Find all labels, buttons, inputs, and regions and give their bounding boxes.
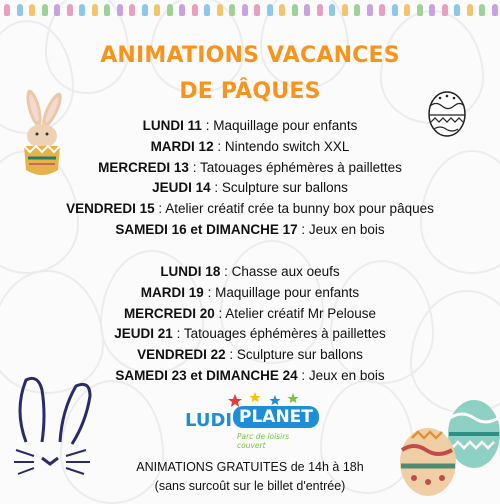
garland-ear-icon	[254, 4, 260, 16]
garland-ear-icon	[217, 4, 223, 16]
schedule-activity: Tatouages éphémères à paillettes	[199, 159, 402, 175]
garland-ear-icon	[204, 4, 210, 16]
schedule-activity: Chasse aux oeufs	[231, 264, 340, 279]
garland-ear-icon	[292, 4, 298, 16]
schedule-day: JEUDI 14	[152, 180, 211, 196]
schedule-row: JEUDI 14 : Sculpture sur ballons	[152, 180, 348, 196]
schedule-row: MARDI 12 : Nintendo switch XXL	[150, 138, 350, 154]
garland-ear-icon	[242, 4, 248, 16]
schedule-activity: Sculpture sur ballons	[236, 347, 363, 363]
schedule-row: VENDREDI 22 : Sculpture sur ballons	[137, 347, 363, 363]
schedule-row: JEUDI 21 : Tatouages éphémères à paillettes	[114, 326, 386, 342]
schedule-row: SAMEDI 16 et DIMANCHE 17 : Jeux en bois	[115, 221, 385, 237]
garland-ear-icon	[279, 4, 285, 16]
garland-ear-icon	[317, 4, 323, 16]
schedule-row: LUNDI 18 : Chasse aux oeufs	[160, 264, 340, 279]
garland-ear-icon	[467, 4, 473, 16]
garland-ear-icon	[17, 4, 23, 16]
schedule-activity: Atelier créatif Mr Pelouse	[225, 305, 377, 321]
schedule-activity: Sculpture sur ballons	[221, 180, 348, 196]
schedule-activity: Jeux en bois	[308, 367, 385, 383]
garland-ear-icon	[92, 4, 98, 16]
schedule-day: LUNDI 11	[142, 118, 202, 133]
garland-ear-icon	[29, 4, 35, 16]
schedule-day: MERCREDI 20	[123, 305, 215, 321]
schedule-day: VENDREDI 15	[66, 201, 155, 217]
title-line-1: ANIMATIONS VACANCES	[100, 43, 400, 68]
schedule-row: MARDI 19 : Maquillage pour enfants	[140, 284, 360, 300]
schedule-day: LUNDI 18	[160, 264, 221, 279]
garland-ear-icon	[104, 4, 110, 16]
schedule-row: SAMEDI 23 et DIMANCHE 24 : Jeux en bois	[115, 367, 385, 383]
garland-ear-icon	[117, 4, 123, 16]
schedule-row: LUNDI 11 : Maquillage pour enfants	[142, 118, 358, 133]
garland-ear-icon	[354, 4, 360, 16]
garland-ear-icon	[142, 4, 148, 16]
schedule-day: JEUDI 21	[114, 326, 173, 342]
schedule-day: MARDI 19	[140, 284, 204, 300]
page-title	[0, 38, 500, 110]
logo-ludi: LUDI	[185, 410, 233, 431]
garland-ear-icon	[417, 4, 423, 16]
garland-ear-icon	[79, 4, 85, 16]
schedule-activity: Tatouages éphémères à paillettes	[183, 326, 386, 342]
garland-ear-icon	[304, 4, 310, 16]
bunny-garland-icon	[0, 0, 500, 16]
garland-ear-icon	[192, 4, 198, 16]
schedule-activity: Nintendo switch XXL	[224, 138, 350, 154]
schedule-activity: Atelier créatif crée ta bunny box pour pâques	[165, 201, 434, 217]
schedule-activity: Maquillage pour enfants	[213, 118, 358, 133]
garland-ear-icon	[429, 4, 435, 16]
garland-ear-icon	[404, 4, 410, 16]
schedule-day: SAMEDI 16 et DIMANCHE 17	[115, 221, 298, 237]
schedule-day: VENDREDI 22	[137, 347, 226, 363]
garland-ear-icon	[367, 4, 373, 16]
garland-ear-icon	[379, 4, 385, 16]
garland-ear-icon	[54, 4, 60, 16]
schedule-row: MERCREDI 20 : Atelier créatif Mr Pelouse	[123, 305, 377, 321]
garland-ear-icon	[392, 4, 398, 16]
garland-ear-icon	[67, 4, 73, 16]
garland-ear-icon	[479, 4, 485, 16]
schedule-week-1	[0, 116, 500, 241]
footer	[0, 458, 500, 496]
schedule-activity: Jeux en bois	[308, 221, 385, 237]
schedule-day: MARDI 12	[150, 138, 214, 154]
garland-ear-icon	[342, 4, 348, 16]
garland-ear-icon	[4, 4, 10, 16]
garland-ear-icon	[492, 4, 498, 16]
garland-ear-icon	[129, 4, 135, 16]
schedule-activity: Maquillage pour enfants	[215, 284, 360, 300]
garland-ear-icon	[442, 4, 448, 16]
schedule-week-2	[0, 262, 500, 387]
garland-ear-icon	[167, 4, 173, 16]
garland-ear-icon	[179, 4, 185, 16]
title-line-2: DE PÂQUES	[179, 79, 321, 104]
schedule-row: MERCREDI 13 : Tatouages éphémères à paillettes	[98, 159, 402, 175]
logo-tagline: Parc de loisirs couvert	[237, 432, 290, 450]
garland-ear-icon	[154, 4, 160, 16]
garland-ear-icon	[329, 4, 335, 16]
schedule-row: VENDREDI 15 : Atelier créatif crée ta bunny box pour pâques	[66, 201, 434, 217]
footer-line-1: ANIMATIONS GRATUITES de 14h à 18h	[136, 460, 364, 474]
garland-ear-icon	[42, 4, 48, 16]
garland-ear-icon	[229, 4, 235, 16]
schedule-day: SAMEDI 23 et DIMANCHE 24	[115, 367, 298, 383]
garland-ear-icon	[454, 4, 460, 16]
footer-line-2: (sans surcoût sur le billet d'entrée)	[154, 479, 346, 493]
logo-planet: PLANET	[233, 406, 319, 428]
schedule-day: MERCREDI 13	[98, 159, 189, 175]
ludi-planet-logo	[185, 392, 320, 450]
garland-ear-icon	[267, 4, 273, 16]
